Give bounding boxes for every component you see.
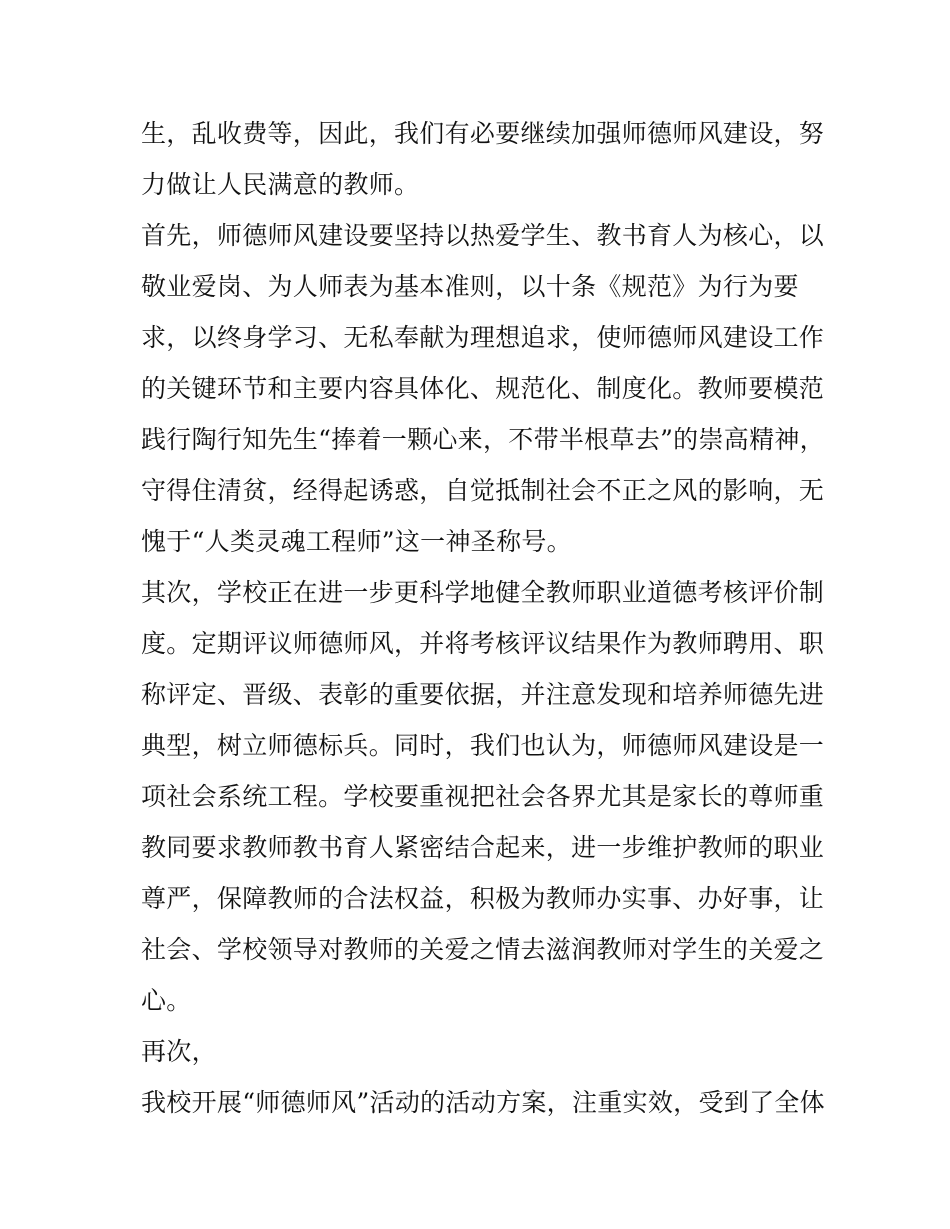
text-line: 尊严，保障教师的合法权益，积极为教师办实事、办好事，让 bbox=[141, 884, 825, 913]
text-line: 生，乱收费等，因此，我们有必要继续加强师德师风建设，努 bbox=[141, 119, 825, 148]
body-text bbox=[141, 108, 825, 1128]
text-line: 求，以终身学习、无私奉献为理想追求，使师德师风建设工作 bbox=[141, 323, 825, 352]
text-line: 项社会系统工程。学校要重视把社会各界尤其是家长的尊师重 bbox=[141, 782, 825, 811]
text-line: 其次，学校正在进一步更科学地健全教师职业道德考核评价制 bbox=[141, 578, 825, 607]
text-line: 度。定期评议师德师风，并将考核评议结果作为教师聘用、职 bbox=[141, 629, 825, 658]
text-line: 敬业爱岗、为人师表为基本准则，以十条《规范》为行为要 bbox=[141, 272, 799, 301]
text-line: 教同要求教师教书育人紧密结合起来，进一步维护教师的职业 bbox=[141, 833, 825, 862]
text-line: 愧于“人类灵魂工程师”这一神圣称号。 bbox=[141, 527, 572, 556]
text-line: 社会、学校领导对教师的关爱之情去滋润教师对学生的关爱之 bbox=[141, 935, 825, 964]
text-line: 践行陶行知先生“捧着一颗心来，不带半根草去”的崇高精神， bbox=[141, 425, 825, 454]
text-line: 首先，师德师风建设要坚持以热爱学生、教书育人为核心，以 bbox=[141, 221, 825, 250]
text-line: 心。 bbox=[141, 986, 192, 1015]
text-line: 典型，树立师德标兵。同时，我们也认为，师德师风建设是一 bbox=[141, 731, 825, 760]
text-line: 称评定、晋级、表彰的重要依据，并注意发现和培养师德先进 bbox=[141, 680, 825, 709]
text-line: 力做让人民满意的教师。 bbox=[141, 170, 420, 199]
text-line: 再次， bbox=[141, 1037, 217, 1066]
text-line: 守得住清贫，经得起诱惑，自觉抵制社会不正之风的影响，无 bbox=[141, 476, 825, 505]
text-line: 的关键环节和主要内容具体化、规范化、制度化。教师要模范 bbox=[141, 374, 825, 403]
text-line: 我校开展“师德师风”活动的活动方案，注重实效，受到了全体 bbox=[141, 1088, 825, 1117]
